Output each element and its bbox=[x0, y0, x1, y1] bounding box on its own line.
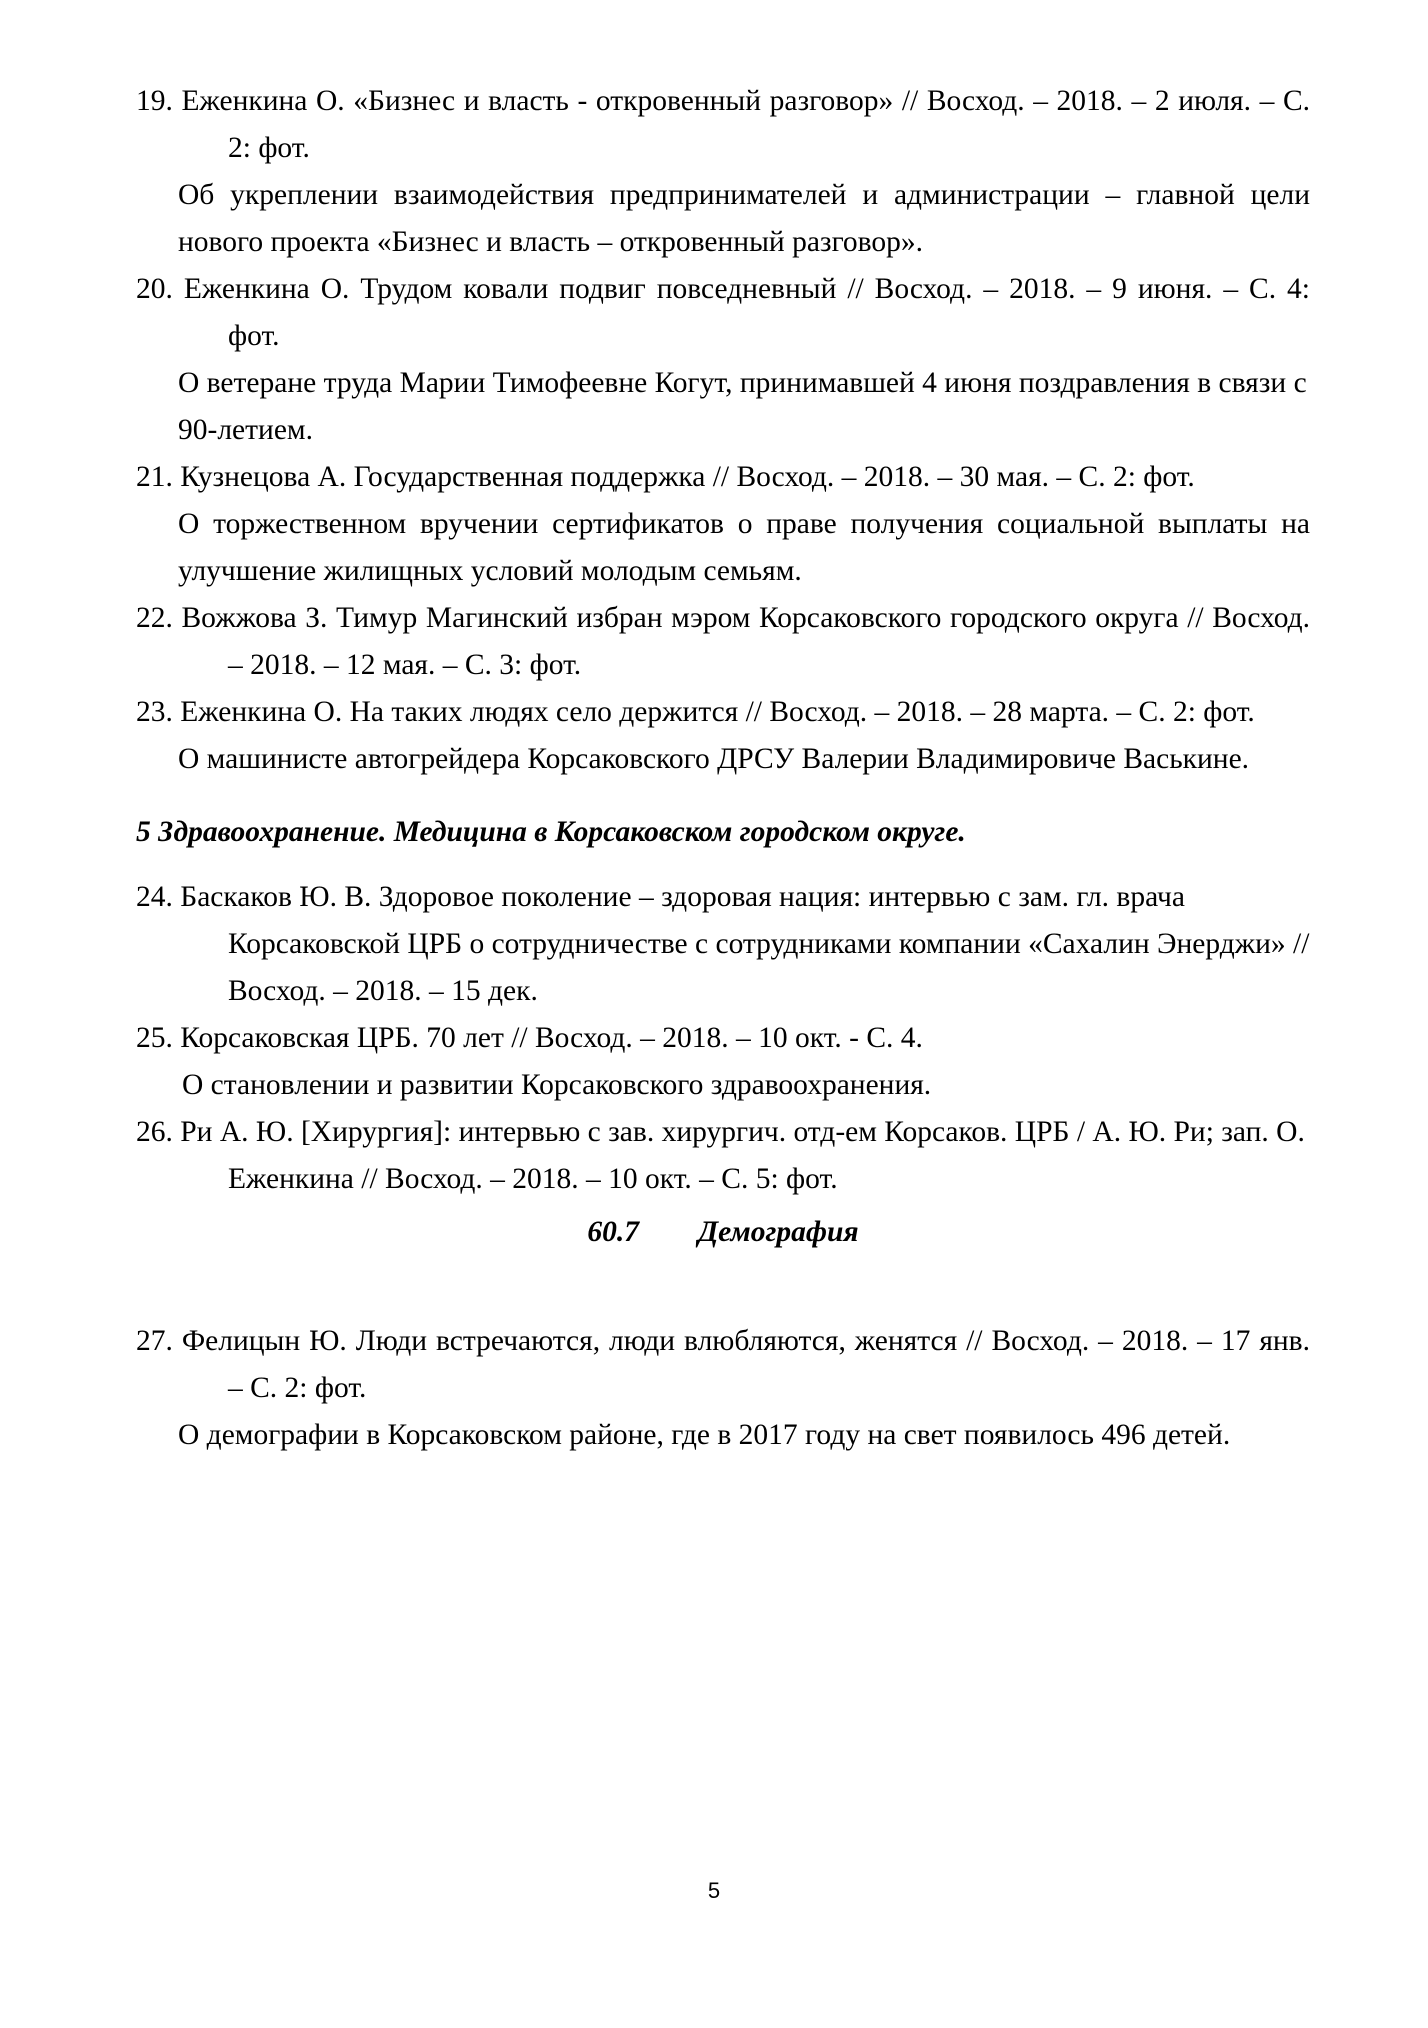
entry-citation-24: Баскаков Ю. В. Здоровое поколение – здоровая нация: интервью с зам. гл. врача Корсаковской ЦРБ о сотрудничестве с сотрудниками компании «Сахалин Энерджи» // Восход. – 2018. – 15 дек. bbox=[180, 881, 1310, 1007]
bibliography-entry-21 bbox=[136, 454, 1310, 501]
entry-number-23: 23. bbox=[136, 696, 173, 728]
document-body bbox=[136, 78, 1310, 1459]
bibliography-entry-20 bbox=[136, 266, 1310, 360]
bibliography-entry-27 bbox=[136, 1318, 1310, 1412]
entry-citation-20: Еженкина О. Трудом ковали подвиг повседневный // Восход. – 2018. – 9 июня. – С. 4: фот. bbox=[183, 273, 1311, 352]
entry-citation-22: Вожжова З. Тимур Магинский избран мэром Корсаковского городского округа // Восход. – 2018. – 12 мая. – С. 3: фот. bbox=[181, 602, 1311, 681]
bibliography-entry-22 bbox=[136, 595, 1310, 689]
entry-annotation-23: О машинисте автогрейдера Корсаковского ДРСУ Валерии Владимировиче Васькине. bbox=[178, 743, 1250, 775]
bibliography-entry-24 bbox=[136, 874, 1310, 1015]
heading-section-5: 5 Здравоохранение. Медицина в Корсаковском городском округе. bbox=[136, 816, 966, 848]
entry-citation-25: Корсаковская ЦРБ. 70 лет // Восход. – 2018. – 10 окт. - С. 4. bbox=[180, 1022, 923, 1054]
entry-annotation-27: О демографии в Корсаковском районе, где в 2017 году на свет появилось 496 детей. bbox=[178, 1419, 1231, 1451]
bibliography-entry-23 bbox=[136, 689, 1310, 736]
bibliography-entry-25 bbox=[136, 1015, 1310, 1062]
entry-annotation-20: О ветеране труда Марии Тимофеевне Когут, принимавшей 4 июня поздравления в связи с 90-летием. bbox=[178, 367, 1307, 446]
entry-number-26: 26. bbox=[136, 1116, 173, 1148]
entry-number-24: 24. bbox=[136, 881, 173, 913]
entry-citation-21: Кузнецова А. Государственная поддержка // Восход. – 2018. – 30 мая. – С. 2: фот. bbox=[180, 461, 1195, 493]
entry-number-19: 19. bbox=[136, 85, 173, 117]
entry-annotation-19: Об укреплении взаимодействия предпринимателей и администрации – главной цели нового проекта «Бизнес и власть – откровенный разговор». bbox=[178, 179, 1310, 258]
vertical-spacer bbox=[136, 1256, 1310, 1318]
entry-annotation-21: О торжественном вручении сертификатов о праве получения социальной выплаты на улучшение жилищных условий молодым семьям. bbox=[178, 508, 1310, 587]
heading-subsection-60-7: 60.7 Демография bbox=[587, 1216, 859, 1248]
entry-citation-27: Фелицын Ю. Люди встречаются, люди влюбляются, женятся // Восход. – 2018. – 17 янв. – С. 2: фот. bbox=[181, 1325, 1310, 1404]
page-number: 5 bbox=[707, 1878, 721, 1903]
entry-number-22: 22. bbox=[136, 602, 173, 634]
entry-citation-23: Еженкина О. На таких людях село держится // Восход. – 2018. – 28 марта. – С. 2: фот. bbox=[180, 696, 1255, 728]
bibliography-entry-26 bbox=[136, 1109, 1310, 1203]
entry-citation-26: Ри А. Ю. [Хирургия]: интервью с зав. хирургич. отд-ем Корсаков. ЦРБ / А. Ю. Ри; зап. О. Еженкина // Восход. – 2018. – 10 окт. – С. 5: фот. bbox=[180, 1116, 1305, 1195]
entry-number-25: 25. bbox=[136, 1022, 173, 1054]
entry-number-20: 20. bbox=[136, 273, 173, 305]
bibliography-entry-19 bbox=[136, 78, 1310, 172]
entry-annotation-25: О становлении и развитии Корсаковского здравоохранения. bbox=[182, 1069, 932, 1101]
entry-citation-19: Еженкина О. «Бизнес и власть - откровенный разговор» // Восход. – 2018. – 2 июля. – С. 2: фот. bbox=[181, 85, 1311, 164]
entry-number-27: 27. bbox=[136, 1325, 173, 1357]
entry-number-21: 21. bbox=[136, 461, 173, 493]
